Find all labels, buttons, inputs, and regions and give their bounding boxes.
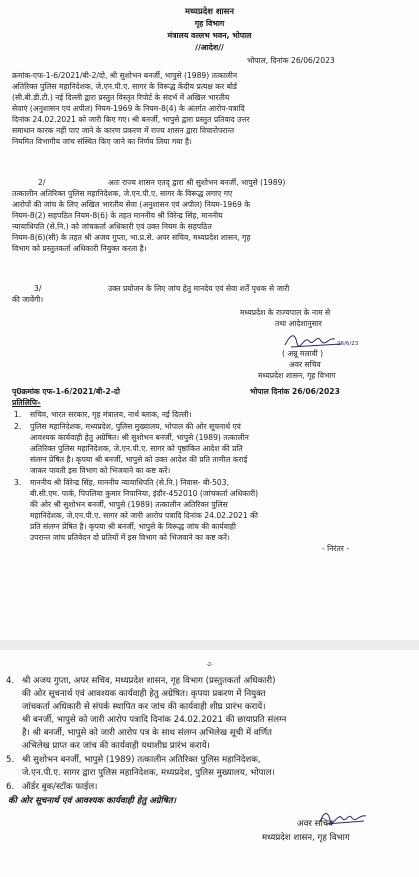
paragraph-line: समाधान कारक नहीं पाए जाने के कारण प्रकरण में राज्य शासन द्वारा विचारोपरान्त [12, 126, 235, 135]
copy-item-line: जे.एन.पी.ए. सागर द्वारा पुलिस महानिदेशक, मध्यप्रदेश, पुलिस मुख्यालय, भोपाल। [22, 768, 275, 778]
signatory-1-designation: अवर सचिव [289, 360, 321, 369]
endorsement-date: भोपाल दिनांक 26/06/2023 [250, 387, 340, 396]
page-number: -2- [206, 662, 213, 668]
copy-item-line: अतिरिक्त पुलिस महानिदेशक, जे.एन.पी.ए. सागर को पृष्ठांकित आदेश की प्रति [30, 444, 243, 453]
signature-1-date: 26/6/23 [337, 341, 359, 347]
header-department: गृह विभाग [194, 19, 225, 28]
copy-item-number: 2. [14, 422, 22, 431]
paragraph-line: अतिरिक्त पुलिस महानिदेशक, जे.एन.पी.ए. सागर के विरूद्ध केंदीय प्रत्यक्ष कर बोर्ड [12, 82, 237, 91]
signatory-1-office: मध्यप्रदेश शासन, गृह विभाग [258, 371, 336, 380]
copy-item-number: 3. [14, 478, 22, 487]
signatory-2-designation: अवर सचिव [297, 819, 333, 829]
governor-order: तथा आदेशानुसार [275, 319, 322, 328]
copy-item-line: श्री बनर्जी, भापुसे को जारी आरोप पत्रादि दिनांक 24.02.2021 की छायाप्रति संलग्न [22, 715, 287, 725]
paragraph-line: आरोपों की जांच के लिए अखिल भारतीय सेवा (अनुशासन एवं अपील) नियम-1969 के [12, 200, 251, 209]
copy-heading: प्रतिलिपिः- [12, 398, 41, 407]
header-ministry: मंत्रालय वल्लभ भवन, भोपाल [167, 31, 252, 40]
continued-marker: - निरंतर - [322, 544, 350, 553]
paragraph-line: की जावेंगी। [12, 295, 44, 304]
paragraph-2-number: 2/ [38, 178, 46, 187]
governor-authority: मध्यप्रदेश के राज्यपाल के नाम से [240, 308, 331, 317]
copy-item-number: 1. [14, 410, 22, 419]
copy-item-line: श्री अजय गुप्ता, अपर सचिव, मध्यप्रदेश शासन, गृह विभाग (प्रस्तुतकर्ता अधिकारी) [22, 676, 276, 686]
paragraph-line: क्रमांक-एफ-1-6/2021/बी-2/दो, श्री सुशोभन बनर्जी, भापुसे (1989) तत्कालीन [12, 71, 238, 80]
copy-item-line: की ओर सूचनार्थ एवं आवश्यक कार्यवाही हेतु अग्रेषित। कृपया प्रकरण में नियुक्त [22, 689, 266, 699]
page-divider [0, 640, 419, 650]
copy-item-line: जांचकर्ता अधिकारी से संपर्क स्थापित कर जांच की कार्यवाही शीघ्र प्रारंभ करायें। [22, 702, 266, 712]
paragraph-line: न्यायाधिपति (से.नि.) को जांचकर्ता अधिकारी एवं उक्त नियम के सहपठित [12, 222, 212, 231]
copy-item-line: है। श्री बनर्जी, भापुसे को जारी आरोप पत्र के साथ संलग्न अभिलेख सूची में वर्णित [22, 728, 272, 738]
copy-item-line: प्रति संलग्न प्रेषित है। कृपया श्री बनर्जी, भापुसे के विरूद्ध जांच की कार्यवाही [30, 522, 236, 531]
paragraph-line: तत्कालीन अतिरिक्त पुलिस महानिदेशक, जे.एन.पी.ए. सागर के विरूद्ध लगाए गए [12, 189, 233, 198]
paragraph-line: अतः राज्य शासन एतद् द्वारा श्री सुशोभन बनर्जी, भापुसे (1989) [108, 178, 286, 187]
paragraph-line: उक्त प्रयोजन के लिए जांच हेतु मानदेय एवं सेवा शर्तें पृथक से जारी [108, 284, 290, 293]
copy-item-line: की ओर श्री सुशोभन बनर्जी, भापुसे (1989) तत्कालीन अतिरिक्त पुलिस [30, 500, 228, 509]
closing-line: की ओर सूचनार्थ एवं आवश्यक कार्यवाही हेतु अग्रेषित। [8, 796, 176, 806]
copy-item-line: संलग्न प्रेषित है। कृपया श्री बनर्जी, भापुसे को उक्त आदेश की प्रति तामील कराई [30, 455, 248, 464]
copy-item-line: ऑर्डर बुक/स्टॉक फाईल। [22, 782, 98, 792]
paragraph-line: दिनांक 24.02.2021 को जारी किए गए। श्री बनर्जी, भापुसे द्वारा प्रस्तुत प्रतिवाद उत्तर [12, 115, 250, 124]
paragraph-line: नियम-8(2) सहपठित नियम-8(6) के तहत माननीय श्री विरेन्द्र सिंह, माननीय [12, 211, 223, 220]
copy-item-number: 5. [6, 755, 15, 765]
copy-item-number: 6. [6, 782, 15, 792]
copy-item-line: बी.सी.एम. पार्क, पिपलिया कुमार निपानिया, इंदौर-452010 (जांचकर्ता अधिकारी) [30, 489, 259, 498]
copy-item-line: श्री सुशोभन बनर्जी, भापुसे (1989) तत्कालीन अतिरिक्त पुलिस महानिदेशक, [22, 755, 261, 765]
signatory-1-name: ( अन्नू मलावी ) [282, 349, 324, 358]
paragraph-line: नियम-8(6)(सी) के तहत श्री अजय गुप्ता, भा.प्र.से. अपर सचिव, मध्यप्रदेश शासन, गृह [12, 233, 251, 242]
copy-item-line: महानिदेशक, जे.एन.पी.ए. सागर को जारी आरोप पत्रादि दिनांक 24.02.2021 की [30, 511, 258, 520]
header-state: मध्यप्रदेश शासन [184, 6, 234, 16]
copy-item-number: 4. [6, 676, 15, 686]
copy-item-line: माननीय श्री विरेन्द्र सिंह, माननीय न्यायाधिपति (से.नि.) निवास- बी-503, [30, 478, 229, 487]
order-date: भोपाल, दिनांक 26/06/2023 [247, 56, 335, 65]
paragraph-line: (सी.बी.डी.टी.) नई दिल्ली द्वारा प्रस्तुत विस्तृत रिपोर्ट के संदर्भ में अखिल भारतीय [12, 93, 230, 102]
paragraph-line: नियमित विभागीय जांच संस्थित किए जाने का निर्णय लिया गया है। [12, 137, 192, 146]
paragraph-line: विभाग को प्रस्तुतकर्ता अधिकारी नियुक्त करता है। [12, 244, 147, 253]
copy-item-line: सचिव, भारत सरकार, गृह मंत्रालय, नार्थ ब्लाक, नई दिल्ली। [30, 410, 192, 419]
copy-item-line: अभिलेख प्राप्त कर जांच की कार्यवाही यथाशीघ्र प्रारंभ करायें। [22, 741, 210, 751]
header-order-title: //आदेश// [195, 43, 224, 52]
copy-item-line: आवश्यक कार्यवाही हेतु अग्रेषित। श्री सुशोभन बनर्जी, भापुसे (1989) तत्कालीन [30, 433, 249, 442]
paragraph-3-number: 3/ [34, 284, 42, 293]
order-page-2 [0, 650, 419, 877]
signatory-2-office: मध्यप्रदेश शासन, गृह विभाग [262, 833, 350, 843]
copy-item-line: उपरान्त जांच प्रतिवेदन दो प्रतियों में इस विभाग को भिजवाने का कष्ट करें। [30, 533, 230, 542]
paragraph-line: सेवाएं (अनुशासन एवं अपील) नियम-1969 के नियम-8(4) के अंतर्गत आरोप-पत्रादि [12, 104, 245, 113]
copy-item-line: पुलिस महानिदेशक, मध्यप्रदेश, पुलिस मुख्यालय, भोपाल की ओर सूचनार्थ एवं [30, 422, 241, 431]
endorsement-reference: पृ0क्रमांक एफ-1-6/2021/बी-2-दो [12, 387, 120, 396]
copy-item-line: जाकर पावती इस विभाग को भिजवाने का कष्ट करें। [30, 466, 171, 475]
